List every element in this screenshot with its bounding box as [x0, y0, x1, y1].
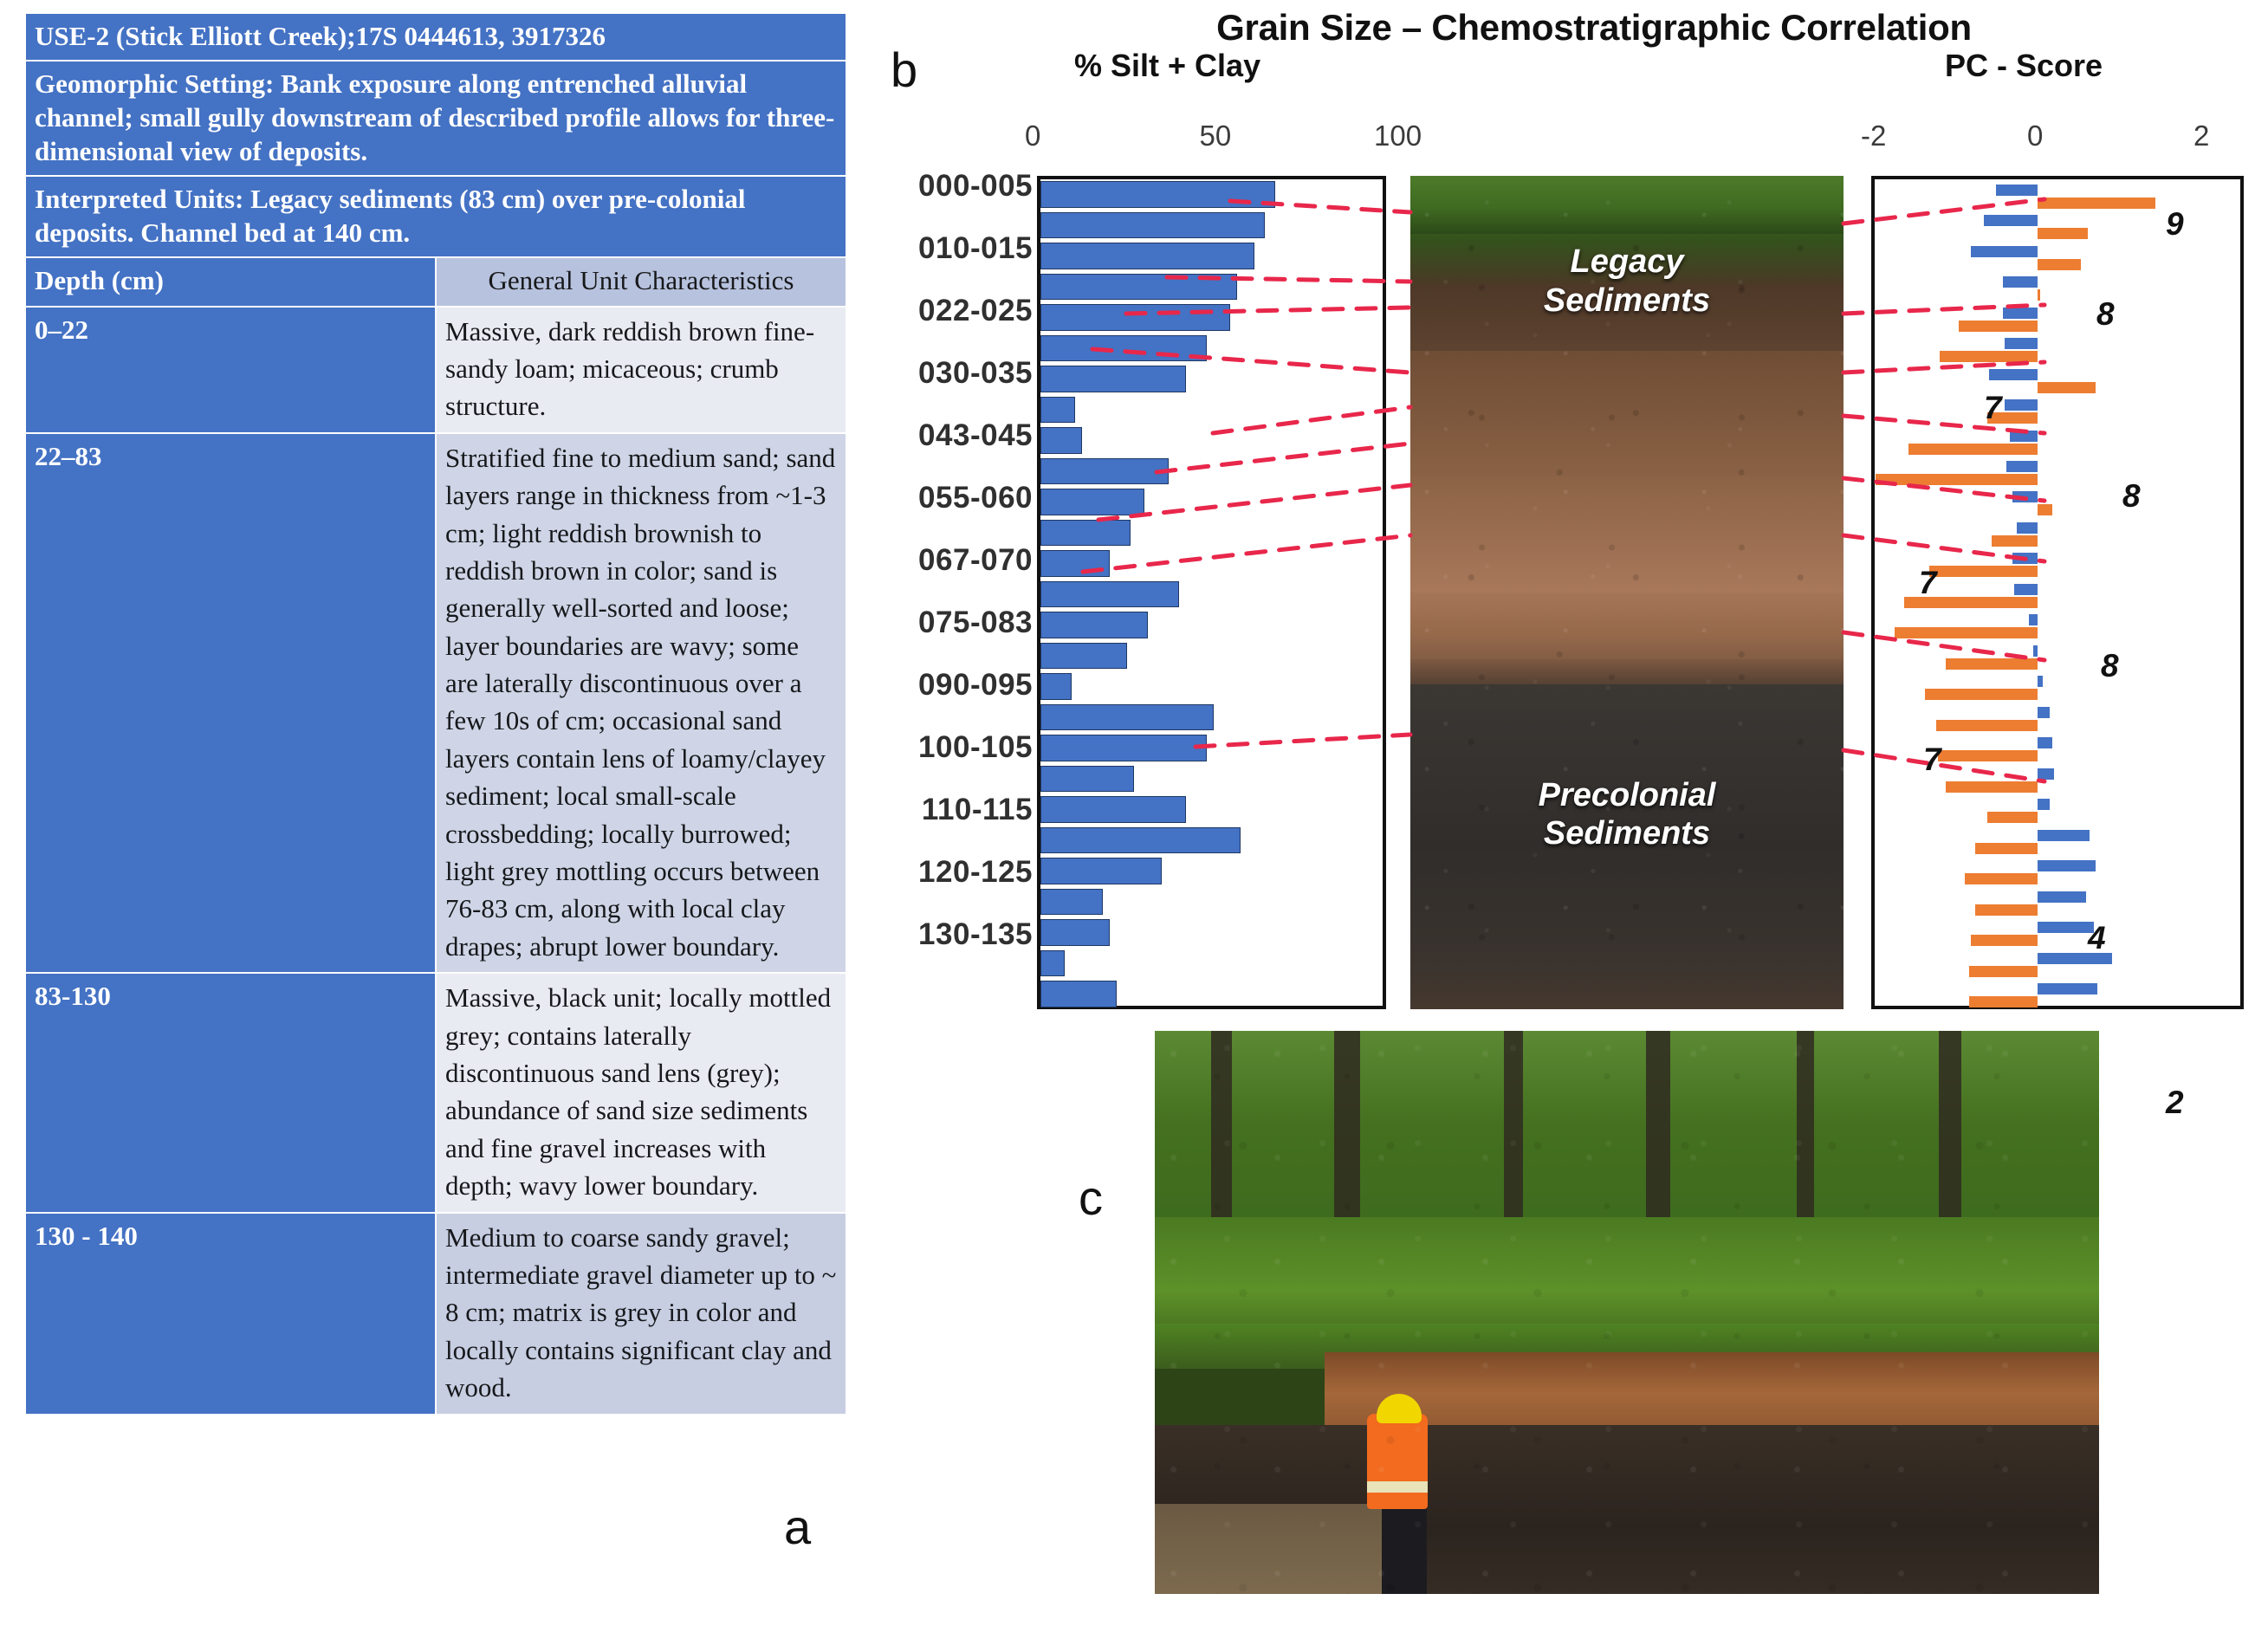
depth-label: 120-125	[918, 855, 1033, 889]
silt-clay-bar	[1040, 643, 1127, 670]
pc-score-bar-blue	[2017, 522, 2038, 534]
pc-score-annotation: 7	[1923, 742, 1941, 777]
silt-clay-bar	[1040, 858, 1162, 884]
axis-tick-label: 2	[2193, 120, 2210, 152]
depth-label: 010-015	[918, 231, 1033, 265]
pc-score-bar-blue	[2038, 768, 2054, 780]
pc-score-annotation: 7	[1919, 565, 1937, 600]
silt-clay-bar	[1040, 243, 1254, 269]
pc-score-bar-blue	[2014, 584, 2038, 595]
cell-depth: 22–83	[25, 433, 436, 973]
depth-label: 090-095	[918, 668, 1033, 702]
cell-depth: 83-130	[25, 973, 436, 1212]
column-header-depth: Depth (cm)	[25, 257, 436, 306]
pc-score-bar-blue	[1984, 215, 2038, 226]
silt-clay-bar	[1040, 735, 1207, 761]
table-header-row	[25, 257, 846, 306]
table-row	[25, 433, 846, 973]
pc-score-bar-blue	[2038, 676, 2043, 687]
pc-score-bar-orange	[2038, 504, 2052, 515]
pc-score-bar-blue	[2033, 645, 2038, 657]
pc-score-bar-orange	[1925, 689, 2038, 700]
pc-score-bar-blue	[2006, 461, 2038, 472]
pc-score-bar-orange	[1936, 720, 2038, 731]
table-row	[25, 307, 846, 433]
photo-label-precolonial-sediments: Precolonial Sediments	[1538, 776, 1716, 852]
pc-score-bar-orange	[2038, 289, 2040, 301]
photo-label-legacy-sediments: Legacy Sediments	[1543, 243, 1711, 319]
silt-clay-bar	[1040, 274, 1237, 301]
panel-label-c: c	[1079, 1170, 1103, 1225]
silt-clay-bar	[1040, 427, 1082, 454]
pc-score-bar-orange	[1965, 873, 2038, 884]
pc-score-bar-orange	[1992, 535, 2038, 547]
pc-score-bar-blue	[2038, 860, 2096, 871]
silt-clay-bar	[1040, 673, 1072, 700]
depth-label: 075-083	[918, 606, 1033, 639]
pc-score-bar-orange	[2038, 198, 2155, 209]
pc-score-bar-blue	[2038, 983, 2097, 994]
depth-label: 000-005	[918, 169, 1033, 203]
pc-score-bar-blue	[2005, 338, 2038, 349]
site-overview-photo	[1155, 1031, 2099, 1594]
silt-clay-bar	[1040, 458, 1169, 485]
panel-label-b: b	[891, 42, 918, 97]
pc-score-bar-blue	[2010, 431, 2038, 442]
silt-clay-bar	[1040, 181, 1275, 208]
soil-profile-photo	[1410, 176, 1844, 1009]
pc-score-annotation: 8	[2101, 648, 2119, 683]
table-row	[25, 1213, 846, 1415]
column-header-characteristics: General Unit Characteristics	[436, 257, 846, 306]
pc-score-bar-orange	[2038, 259, 2081, 270]
pc-score-bar-orange	[1971, 935, 2038, 946]
silt-clay-bar	[1040, 889, 1103, 916]
silt-clay-bar	[1040, 335, 1207, 362]
table-row-site-header	[25, 13, 846, 61]
pc-score-axis-title: PC - Score	[1945, 48, 2103, 83]
cell-description: Medium to coarse sandy gravel; intermediate gravel diameter up to ~ 8 cm; matrix is grey in color and locally contains significant clay and wood.	[436, 1213, 846, 1415]
pc-score-bar-blue	[2038, 707, 2050, 718]
axis-tick-label: 0	[1025, 120, 1041, 152]
axis-tick-label: -2	[1861, 120, 1887, 152]
silt-clay-bar	[1040, 304, 1230, 331]
photo-texture-overlay	[1155, 1031, 2099, 1594]
cell-description: Massive, dark reddish brown fine-sandy loam; micaceous; crumb structure.	[436, 307, 846, 433]
pc-score-bar-blue	[2038, 891, 2086, 903]
pc-score-annotation: 8	[2096, 296, 2115, 332]
depth-label: 067-070	[918, 543, 1033, 577]
depth-label: 043-045	[918, 418, 1033, 452]
depth-label: 030-035	[918, 356, 1033, 390]
silt-clay-bar	[1040, 397, 1075, 424]
depth-label: 055-060	[918, 481, 1033, 515]
axis-tick-label: 50	[1199, 120, 1232, 152]
depth-label: 100-105	[918, 730, 1033, 764]
silt-clay-bar	[1040, 981, 1117, 1007]
silt-clay-axis-title: % Silt + Clay	[1074, 48, 1261, 83]
panel-a-description-table	[24, 12, 847, 1415]
pc-score-bar-blue	[1996, 185, 2038, 196]
silt-clay-bar	[1040, 366, 1186, 392]
depth-label: 110-115	[921, 793, 1033, 826]
depth-label: 022-025	[918, 294, 1033, 327]
pc-score-bar-orange	[1959, 321, 2038, 332]
site-header-cell: USE-2 (Stick Elliott Creek);17S 0444613, 3917326	[25, 13, 846, 61]
pc-score-bar-orange	[1969, 996, 2038, 1007]
silt-clay-bar	[1040, 212, 1265, 239]
silt-clay-bar	[1040, 489, 1144, 515]
pc-score-bar-blue	[2005, 399, 2038, 411]
unit-description-table	[24, 12, 847, 1415]
silt-clay-bar	[1040, 827, 1241, 854]
pc-score-bar-blue	[1989, 369, 2038, 380]
pc-score-bar-orange	[2038, 228, 2088, 239]
silt-clay-bar	[1040, 612, 1148, 638]
figure-title: Grain Size – Chemostratigraphic Correlation	[1216, 7, 1972, 48]
pc-score-bar-orange	[1946, 658, 2038, 670]
cell-depth: 0–22	[25, 307, 436, 433]
pc-score-annotation: 8	[2122, 478, 2141, 514]
axis-tick-label: 0	[2027, 120, 2044, 152]
silt-clay-bar	[1040, 704, 1214, 731]
panel-label-a: a	[784, 1500, 812, 1554]
pc-score-bar-blue	[2038, 922, 2094, 933]
pc-score-bar-orange	[1895, 627, 2038, 638]
pc-score-annotation: 9	[2166, 206, 2184, 242]
silt-clay-chart-plot	[1037, 176, 1386, 1009]
silt-clay-bar	[1040, 796, 1186, 823]
pc-score-bar-orange	[1908, 444, 2038, 455]
table-row-geomorphic-setting	[25, 61, 846, 176]
pc-score-bar-orange	[1940, 351, 2038, 362]
silt-clay-bar	[1040, 581, 1179, 608]
axis-tick-label: 100	[1374, 120, 1422, 152]
interpreted-units-cell: Interpreted Units: Legacy sediments (83 cm) over pre-colonial deposits. Channel bed at 140 cm.	[25, 176, 846, 257]
pc-score-bar-orange	[1929, 566, 2038, 577]
pc-score-bar-orange	[1987, 812, 2038, 823]
silt-clay-bar	[1040, 950, 1065, 977]
pc-score-bar-orange	[1975, 904, 2038, 916]
silt-clay-bar	[1040, 520, 1131, 547]
pc-score-bar-orange	[1946, 781, 2038, 793]
pc-score-bar-blue	[2038, 830, 2090, 841]
silt-clay-bar	[1040, 766, 1134, 793]
depth-label: 130-135	[918, 917, 1033, 951]
table-row	[25, 973, 846, 1212]
silt-clay-bar	[1040, 919, 1110, 946]
pc-score-bar-blue	[2003, 276, 2038, 288]
pc-score-bar-blue	[2012, 491, 2038, 502]
silt-clay-bar	[1040, 550, 1110, 577]
pc-score-bar-orange	[1969, 966, 2038, 977]
pc-score-bar-blue	[2012, 553, 2038, 564]
pc-score-annotation: 2	[2166, 1085, 2184, 1120]
cell-description: Stratified fine to medium sand; sand layers range in thickness from ~1-3 cm; light reddish brownish to reddish brown in color; sand is generally well-sorted and loose; layer boundaries are wavy; some are laterally discontinuous over a few 10s of cm; occasional sand layers contain lens of loamy/clayey sediment; local small-scale crossbedding; locally burrowed; light grey mottling occurs between 76-83 cm, along with local clay drapes; abrupt lower boundary.	[436, 433, 846, 973]
pc-score-bar-blue	[1971, 246, 2038, 257]
table-row-interpreted-units	[25, 176, 846, 257]
cell-description: Massive, black unit; locally mottled grey; contains laterally discontinuous sand lens (grey); abundance of sand size sediments and fine gravel increases with depth; wavy lower boundary.	[436, 973, 846, 1212]
pc-score-bar-blue	[2038, 799, 2050, 810]
pc-score-annotation: 4	[2088, 920, 2106, 956]
pc-score-bar-blue	[2038, 737, 2052, 748]
pc-score-bar-blue	[2003, 308, 2038, 319]
geomorphic-setting-cell: Geomorphic Setting: Bank exposure along entrenched alluvial channel; small gully downstream of described profile allows for three-dimensional view of deposits.	[25, 61, 846, 176]
cell-depth: 130 - 140	[25, 1213, 436, 1415]
pc-score-bar-orange	[2038, 382, 2096, 393]
pc-score-bar-blue	[2029, 614, 2038, 625]
pc-score-bar-orange	[1938, 750, 2038, 761]
pc-score-annotation: 7	[1984, 390, 2002, 425]
pc-score-bar-orange	[1975, 843, 2038, 854]
pc-score-bar-orange	[1876, 474, 2038, 485]
